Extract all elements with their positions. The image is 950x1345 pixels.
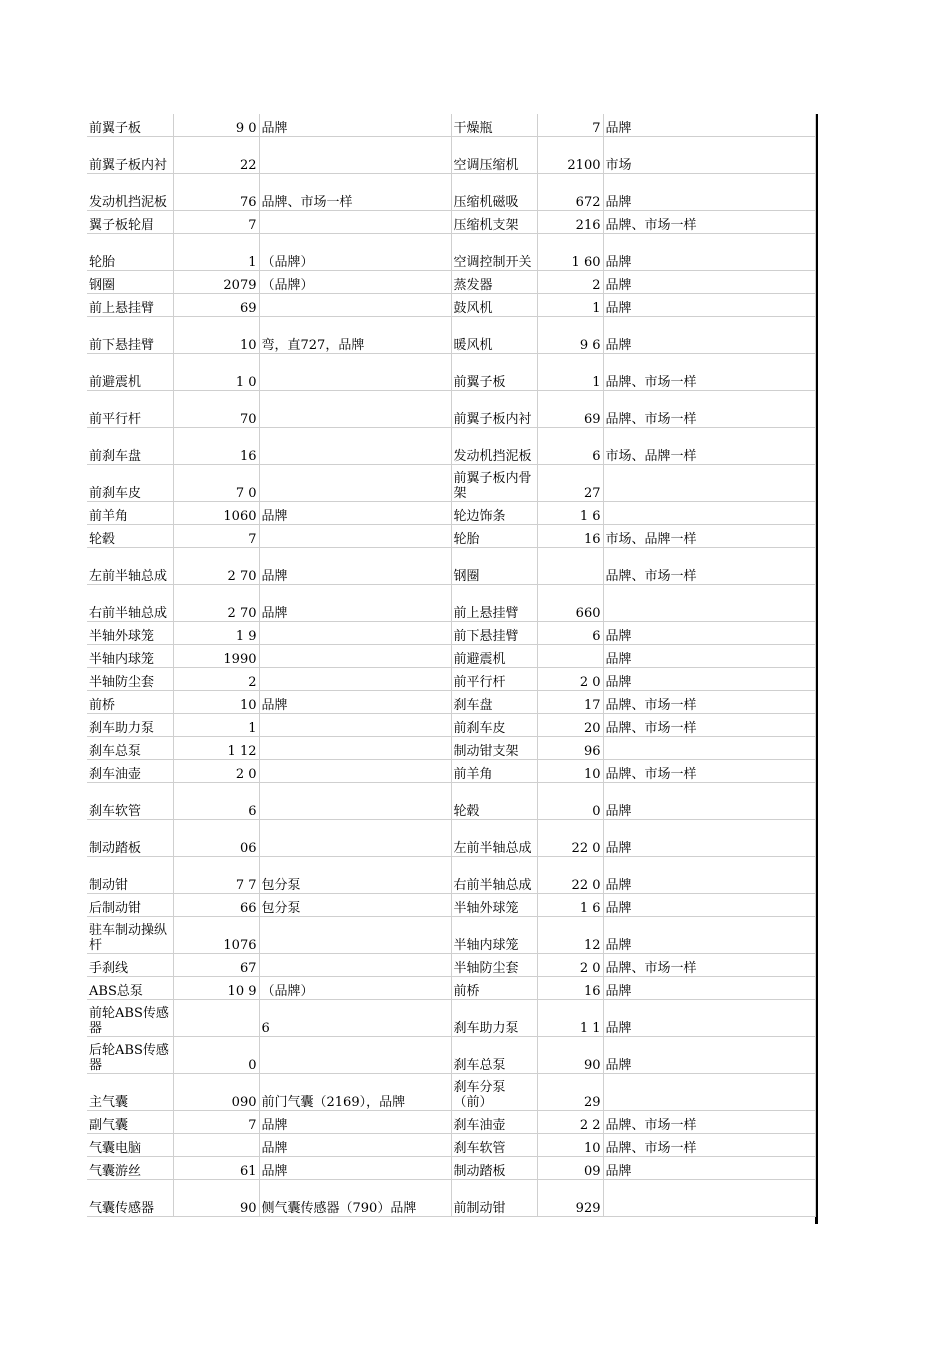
part-name-left: 气囊电脑 [87,1134,173,1157]
part-code-left: 1 12 [173,737,259,760]
part-code-right: 90 [537,1037,603,1074]
part-name-right: 前上悬挂臂 [451,585,537,622]
part-note-left: 品牌 [259,502,451,525]
table-row [87,737,815,760]
part-note-left: 品牌 [259,585,451,622]
part-code-right: 9 6 [537,317,603,354]
part-code-left: 90 [173,1180,259,1217]
part-name-right: 刹车软管 [451,1134,537,1157]
part-code-left: 6 [173,783,259,820]
table-row [87,234,815,271]
table-row [87,525,815,548]
part-code-right: 29 [537,1074,603,1111]
table-row [87,137,815,174]
part-note-right: 品牌 [603,857,815,894]
part-note-left [259,737,451,760]
part-name-right: 空调压缩机 [451,137,537,174]
part-code-left: 76 [173,174,259,211]
part-name-left: 主气囊 [87,1074,173,1111]
part-note-left [259,525,451,548]
table-row [87,1157,815,1180]
part-name-left: 副气囊 [87,1111,173,1134]
part-name-right: 左前半轴总成 [451,820,537,857]
table-row [87,760,815,783]
part-code-right: 1 6 [537,502,603,525]
table-row [87,1000,815,1037]
part-name-left: 气囊传感器 [87,1180,173,1217]
part-name-left: 翼子板轮眉 [87,211,173,234]
part-name-right: 刹车助力泵 [451,1000,537,1037]
table-row [87,645,815,668]
part-code-right: 96 [537,737,603,760]
part-note-right: 品牌、市场一样 [603,548,815,585]
part-code-right: 2 2 [537,1111,603,1134]
part-name-left: 轮胎 [87,234,173,271]
table-row [87,783,815,820]
part-note-left: 品牌 [259,1134,451,1157]
part-name-left: 前翼子板内衬 [87,137,173,174]
part-note-left: 侧气囊传感器（790）品牌 [259,1180,451,1217]
part-name-right: 前翼子板内衬 [451,391,537,428]
part-code-right: 6 [537,622,603,645]
part-code-right: 1 60 [537,234,603,271]
part-note-right: 品牌 [603,271,815,294]
part-code-right: 20 [537,714,603,737]
table-row [87,1074,815,1111]
parts-table-body [87,114,815,1217]
part-name-right: 半轴外球笼 [451,894,537,917]
part-note-right [603,737,815,760]
part-name-left: 半轴防尘套 [87,668,173,691]
part-name-right: 前制动钳 [451,1180,537,1217]
part-name-left: 前桥 [87,691,173,714]
part-code-right: 09 [537,1157,603,1180]
part-name-right: 前避震机 [451,645,537,668]
part-code-left: 7 0 [173,465,259,502]
table-row [87,391,815,428]
part-code-left: 66 [173,894,259,917]
part-code-right: 1 [537,294,603,317]
part-name-right: 刹车总泵 [451,1037,537,1074]
part-name-left: 制动钳 [87,857,173,894]
part-code-left: 0 [173,1037,259,1074]
part-code-right: 1 1 [537,1000,603,1037]
part-name-right: 干燥瓶 [451,114,537,137]
part-note-right: 品牌 [603,668,815,691]
part-note-right: 市场 [603,137,815,174]
part-name-left: 前上悬挂臂 [87,294,173,317]
part-name-right: 前羊角 [451,760,537,783]
table-row [87,894,815,917]
part-name-right: 蒸发器 [451,271,537,294]
part-note-right: 品牌 [603,1037,815,1074]
part-code-right [537,645,603,668]
part-note-left: 品牌 [259,1111,451,1134]
part-note-right [603,465,815,502]
part-code-left: 69 [173,294,259,317]
part-code-right: 10 [537,1134,603,1157]
table-row [87,820,815,857]
part-code-right: 7 [537,114,603,137]
part-code-right: 16 [537,977,603,1000]
part-code-left: 7 7 [173,857,259,894]
part-code-left [173,1134,259,1157]
part-note-right: 品牌 [603,1000,815,1037]
part-name-right: 刹车盘 [451,691,537,714]
part-note-left: （品牌） [259,977,451,1000]
part-note-left: 包分泵 [259,894,451,917]
part-name-right: 前平行杆 [451,668,537,691]
table-row [87,465,815,502]
part-note-left [259,354,451,391]
part-note-left [259,645,451,668]
part-note-right: 品牌 [603,783,815,820]
part-note-right [603,1180,815,1217]
part-note-right: 品牌、市场一样 [603,1134,815,1157]
part-name-left: 气囊游丝 [87,1157,173,1180]
part-code-left: 10 [173,691,259,714]
part-note-left [259,760,451,783]
part-code-left: 7 [173,211,259,234]
part-name-left: 制动踏板 [87,820,173,857]
part-name-right: 压缩机磁吸 [451,174,537,211]
part-name-left: 右前半轴总成 [87,585,173,622]
part-code-left: 22 [173,137,259,174]
part-note-left [259,917,451,954]
part-name-right: 发动机挡泥板 [451,428,537,465]
part-note-left [259,954,451,977]
part-code-left: 2 [173,668,259,691]
part-note-left: 包分泵 [259,857,451,894]
part-code-left: 06 [173,820,259,857]
part-code-left: 1 [173,714,259,737]
part-name-right: 制动钳支架 [451,737,537,760]
part-name-left: 前刹车盘 [87,428,173,465]
table-row [87,317,815,354]
part-note-left: 6 [259,1000,451,1037]
part-note-left [259,668,451,691]
part-code-right: 672 [537,174,603,211]
part-code-left: 7 [173,1111,259,1134]
part-code-right: 1 [537,354,603,391]
part-note-right: 市场、品牌一样 [603,428,815,465]
part-name-left: 钢圈 [87,271,173,294]
part-note-left: 品牌 [259,114,451,137]
part-name-left: 前平行杆 [87,391,173,428]
table-row [87,1037,815,1074]
part-note-right: 品牌、市场一样 [603,1111,815,1134]
part-note-left: （品牌） [259,271,451,294]
part-name-right: 轮毂 [451,783,537,820]
part-name-left: 前轮ABS传感器 [87,1000,173,1037]
part-note-right: 品牌 [603,234,815,271]
part-note-left [259,714,451,737]
part-name-right: 半轴防尘套 [451,954,537,977]
part-note-right [603,585,815,622]
table-row [87,1134,815,1157]
part-code-right: 2100 [537,137,603,174]
part-code-right: 216 [537,211,603,234]
part-note-left: 品牌 [259,691,451,714]
part-code-right: 2 0 [537,668,603,691]
part-name-right: 右前半轴总成 [451,857,537,894]
part-name-left: 轮毂 [87,525,173,548]
part-name-left: 半轴外球笼 [87,622,173,645]
part-code-right: 10 [537,760,603,783]
part-name-left: 前翼子板 [87,114,173,137]
part-code-left: 1 9 [173,622,259,645]
part-code-left: 10 [173,317,259,354]
part-name-right: 前翼子板内骨架 [451,465,537,502]
table-row [87,622,815,645]
part-note-left: 品牌 [259,1157,451,1180]
part-name-left: 刹车油壶 [87,760,173,783]
part-name-left: 前刹车皮 [87,465,173,502]
table-row [87,714,815,737]
spreadsheet [87,114,818,1224]
part-note-right [603,1074,815,1111]
part-code-right: 12 [537,917,603,954]
part-name-left: 后轮ABS传感器 [87,1037,173,1074]
part-note-right: 品牌 [603,820,815,857]
part-note-left: 品牌 [259,548,451,585]
part-note-left: 前门气囊（2169），品牌 [259,1074,451,1111]
part-note-right: 品牌 [603,894,815,917]
part-code-left: 1 0 [173,354,259,391]
part-note-right: 品牌、市场一样 [603,760,815,783]
part-note-right: 品牌 [603,917,815,954]
part-name-left: 手刹线 [87,954,173,977]
table-row [87,954,815,977]
part-code-right: 0 [537,783,603,820]
part-code-left: 67 [173,954,259,977]
part-note-left [259,294,451,317]
part-note-right: 品牌 [603,622,815,645]
part-name-left: ABS总泵 [87,977,173,1000]
part-code-right: 22 0 [537,820,603,857]
part-note-right: 品牌 [603,977,815,1000]
part-code-right [537,548,603,585]
part-note-right: 品牌 [603,114,815,137]
part-code-left: 090 [173,1074,259,1111]
part-note-left [259,1037,451,1074]
table-row [87,1180,815,1217]
part-name-right: 轮胎 [451,525,537,548]
part-code-right: 1 6 [537,894,603,917]
part-name-right: 制动踏板 [451,1157,537,1180]
part-note-left [259,783,451,820]
parts-table [87,114,816,1217]
table-row [87,294,815,317]
part-name-right: 半轴内球笼 [451,917,537,954]
part-code-right: 27 [537,465,603,502]
part-note-right: 品牌 [603,174,815,211]
part-code-right: 2 0 [537,954,603,977]
part-name-left: 刹车助力泵 [87,714,173,737]
part-code-left [173,1000,259,1037]
part-code-right: 16 [537,525,603,548]
table-row [87,548,815,585]
table-row [87,211,815,234]
part-code-left: 1990 [173,645,259,668]
table-row [87,691,815,714]
table-row [87,917,815,954]
part-name-right: 暖风机 [451,317,537,354]
part-note-right: 品牌 [603,317,815,354]
part-code-right: 660 [537,585,603,622]
part-note-right: 品牌、市场一样 [603,714,815,737]
part-name-right: 前刹车皮 [451,714,537,737]
part-note-right: 品牌、市场一样 [603,954,815,977]
part-note-left [259,820,451,857]
part-name-right: 轮边饰条 [451,502,537,525]
part-name-right: 空调控制开关 [451,234,537,271]
part-code-left: 9 0 [173,114,259,137]
part-note-right: 市场、品牌一样 [603,525,815,548]
part-name-left: 驻车制动操纵杆 [87,917,173,954]
part-note-right: 品牌、市场一样 [603,391,815,428]
table-row [87,1111,815,1134]
part-code-left: 61 [173,1157,259,1180]
part-name-right: 钢圈 [451,548,537,585]
part-note-right: 品牌 [603,294,815,317]
part-name-right: 刹车分泵（前） [451,1074,537,1111]
part-code-left: 1060 [173,502,259,525]
part-note-left: 弯，直727，品牌 [259,317,451,354]
part-name-right: 刹车油壶 [451,1111,537,1134]
part-code-left: 2 70 [173,548,259,585]
part-note-right: 品牌、市场一样 [603,354,815,391]
table-row [87,428,815,465]
part-note-left [259,465,451,502]
part-name-right: 前下悬挂臂 [451,622,537,645]
part-code-left: 1 [173,234,259,271]
table-row [87,114,815,137]
part-note-left [259,622,451,645]
part-note-left [259,391,451,428]
part-code-left: 2079 [173,271,259,294]
part-code-right: 6 [537,428,603,465]
part-note-right: 品牌 [603,1157,815,1180]
part-name-left: 半轴内球笼 [87,645,173,668]
part-code-right: 2 [537,271,603,294]
part-note-left: 品牌、市场一样 [259,174,451,211]
table-row [87,502,815,525]
part-code-left: 10 9 [173,977,259,1000]
part-code-left: 70 [173,391,259,428]
part-note-right: 品牌、市场一样 [603,691,815,714]
part-note-right [603,502,815,525]
part-code-right: 69 [537,391,603,428]
part-note-left [259,137,451,174]
part-code-left: 2 0 [173,760,259,783]
part-code-left: 7 [173,525,259,548]
part-name-right: 前桥 [451,977,537,1000]
table-row [87,857,815,894]
part-name-left: 刹车软管 [87,783,173,820]
part-name-left: 刹车总泵 [87,737,173,760]
part-name-left: 左前半轴总成 [87,548,173,585]
part-name-left: 发动机挡泥板 [87,174,173,211]
part-code-right: 17 [537,691,603,714]
part-note-right: 品牌、市场一样 [603,211,815,234]
table-row [87,977,815,1000]
part-code-right: 22 0 [537,857,603,894]
part-name-right: 鼓风机 [451,294,537,317]
table-row [87,354,815,391]
table-row [87,585,815,622]
part-name-left: 前羊角 [87,502,173,525]
table-row [87,174,815,211]
part-name-left: 后制动钳 [87,894,173,917]
part-note-left: （品牌） [259,234,451,271]
part-name-right: 压缩机支架 [451,211,537,234]
part-code-left: 2 70 [173,585,259,622]
part-note-left [259,211,451,234]
table-row [87,271,815,294]
part-code-right: 929 [537,1180,603,1217]
part-name-right: 前翼子板 [451,354,537,391]
part-code-left: 1076 [173,917,259,954]
part-note-left [259,428,451,465]
part-code-left: 16 [173,428,259,465]
table-row [87,668,815,691]
part-name-left: 前避震机 [87,354,173,391]
part-note-right: 品牌 [603,645,815,668]
part-name-left: 前下悬挂臂 [87,317,173,354]
